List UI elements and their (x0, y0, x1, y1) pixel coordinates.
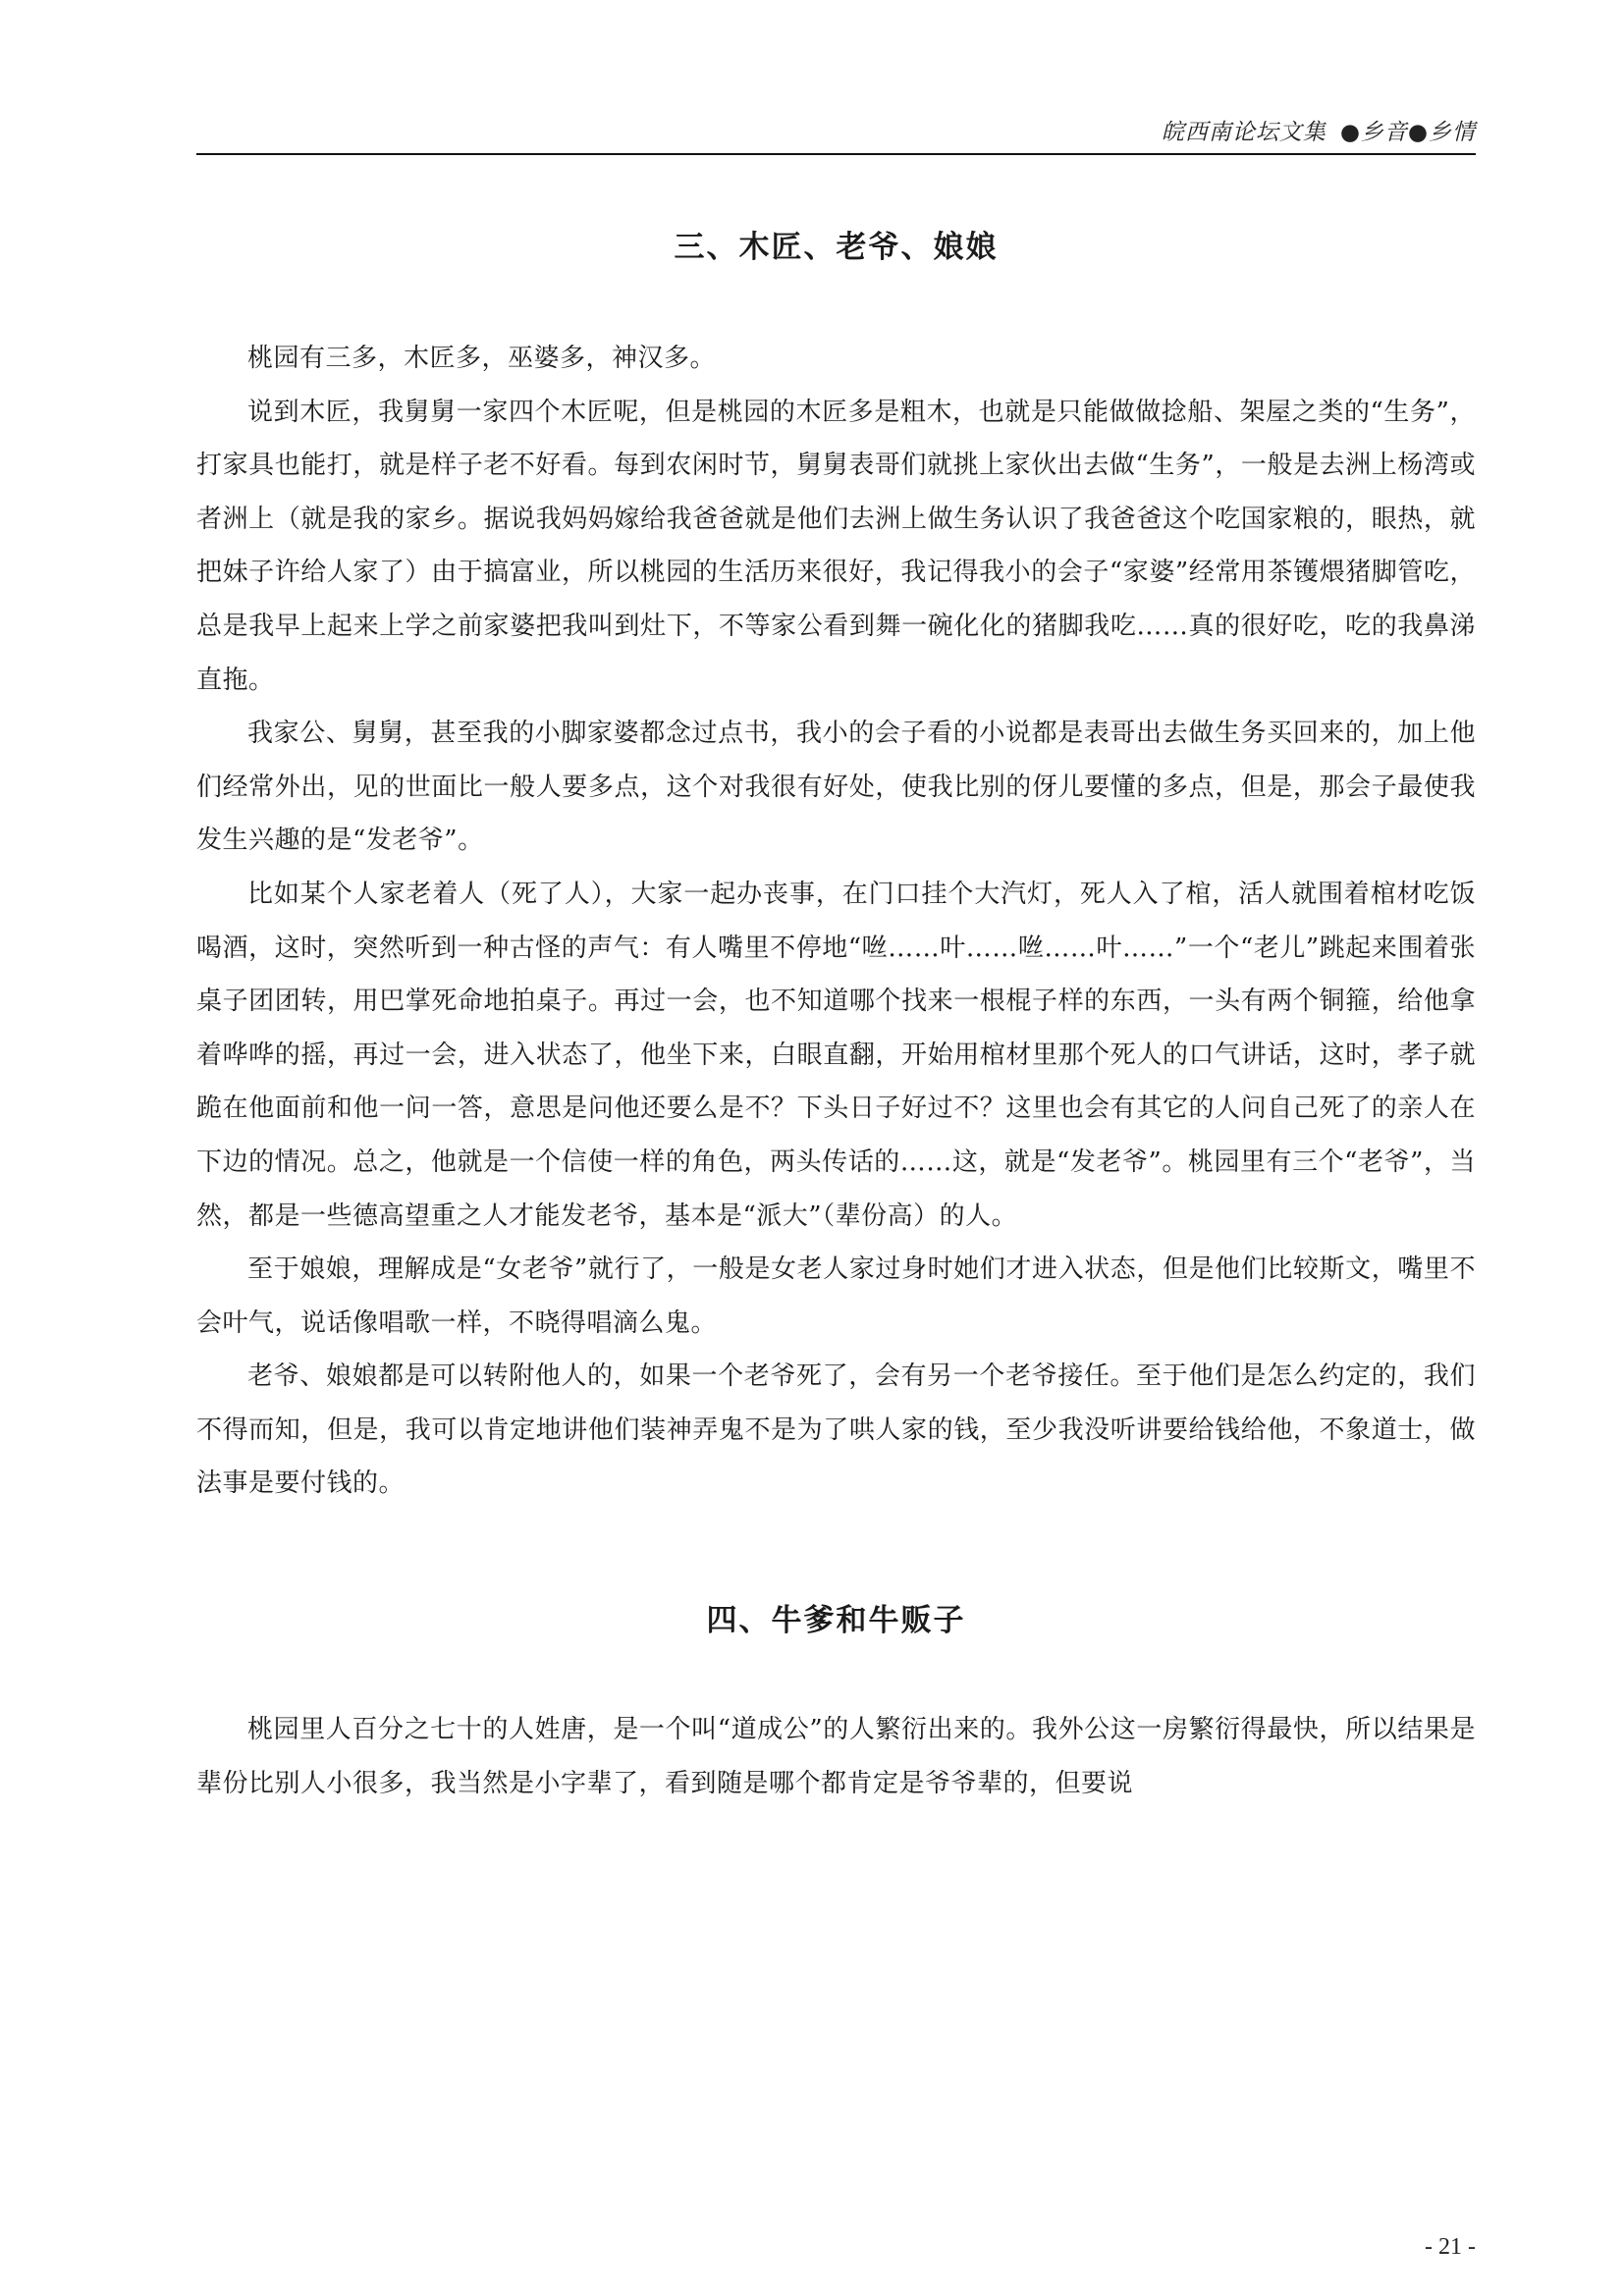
paragraph: 说到木匠，我舅舅一家四个木匠呢，但是桃园的木匠多是粗木，也就是只能做做捻船、架屋之类的“生务”，打家具也能打，就是样子老不好看。每到农闲时节，舅舅表哥们就挑上家伙出去做“生务”，一般是去洲上杨湾或者洲上（就是我的家乡。据说我妈妈嫁给我爸爸就是他们去洲上做生务认识了我爸爸这个吃国家粮的，眼热，就把妹子许给人家了）由于搞富业，所以桃园的生活历来很好，我记得我小的会子“家婆”经常用茶镬煨猪脚管吃，总是我早上起来上学之前家婆把我叫到灶下，不等家公看到舞一碗化化的猪脚我吃……真的很好吃，吃的我鼻涕直拖。 (196, 397, 1476, 695)
header-text (1162, 114, 1476, 146)
section-title: 三、木匠、老爷、娘娘 (674, 230, 999, 265)
header-rule (196, 153, 1476, 155)
paragraph: 至于娘娘，理解成是“女老爷”就行了，一般是女老人家过身时她们才进入状态，但是他们比较斯文，嘴里不会叶气，说话像唱歌一样，不晓得唱滴么鬼。 (196, 1255, 1476, 1338)
paragraph: 比如某个人家老着人（死了人），大家一起办丧事，在门口挂个大汽灯，死人入了棺，活人就围着棺材吃饭喝酒，这时，突然听到一种古怪的声气：有人嘴里不停地“咝……叶……咝……叶……”一个“老儿”跳起来围着张桌子团团转，用巴掌死命地拍桌子。再过一会，也不知道哪个找来一根棍子样的东西，一头有两个铜箍，给他拿着哗哗的摇，再过一会，进入状态了，他坐下来，白眼直翻，开始用棺材里那个死人的口气讲话，这时，孝子就跪在他面前和他一问一答，意思是问他还要么是不？下头日子好过不？这里也会有其它的人问自己死了的亲人在下边的情况。总之，他就是一个信使一样的角色，两头传话的……这，就是“发老爷”。桃园里有三个“老爷”，当然，都是一些德高望重之人才能发老爷，基本是“派大”（辈份高）的人。 (196, 879, 1476, 1231)
page-body (196, 218, 1476, 1810)
paragraph: 老爷、娘娘都是可以转附他人的，如果一个老爷死了，会有另一个老爷接任。至于他们是怎么约定的，我们不得而知，但是，我可以肯定地讲他们装神弄鬼不是为了哄人家的钱，至少我没听讲要给钱给他，不象道士，做法事是要付钱的。 (196, 1362, 1476, 1499)
paragraph: 桃园里人百分之七十的人姓唐，是一个叫“道成公”的人繁衍出来的。我外公这一房繁衍得最快，所以结果是辈份比别人小很多，我当然是小字辈了，看到随是哪个都肯定是爷爷辈的，但要说 (196, 1715, 1476, 1798)
running-header (196, 114, 1476, 153)
section-title: 四、牛爹和牛贩子 (706, 1603, 966, 1639)
collection-title: 皖西南论坛文集 (1161, 120, 1326, 145)
paragraph: 桃园有三多，木匠多，巫婆多，神汉多。 (247, 344, 717, 373)
page-number: - 21 - (1425, 2234, 1476, 2260)
header-tags: ●乡音●乡情 (1339, 120, 1476, 145)
paragraph: 我家公、舅舅，甚至我的小脚家婆都念过点书，我小的会子看的小说都是表哥出去做生务买回来的，加上他们经常外出，见的世面比一般人要多点，这个对我很有好处，使我比别的伢儿要懂的多点，但是，那会子最使我发生兴趣的是“发老爷”。 (196, 719, 1476, 856)
